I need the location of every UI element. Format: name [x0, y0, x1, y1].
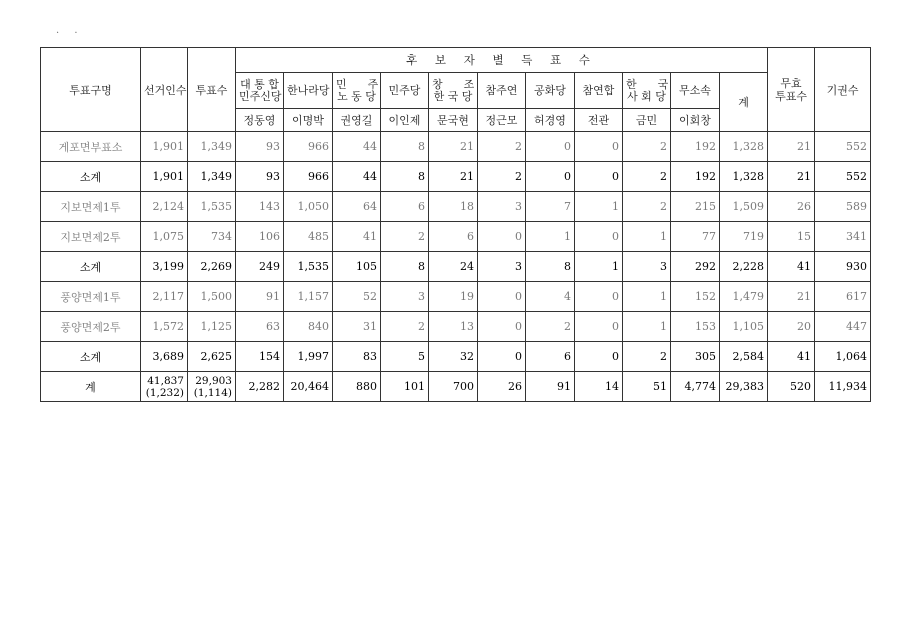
vote-cell: 1 — [575, 252, 623, 282]
vote-cell: 1 — [526, 222, 575, 252]
vote-cell: 3 — [478, 252, 526, 282]
electors-cell: 1,075 — [141, 222, 188, 252]
voters-cell: 2,269 — [188, 252, 236, 282]
total-cell: 1,328 — [720, 162, 768, 192]
vote-cell: 3 — [623, 252, 671, 282]
total-cell: 1,479 — [720, 282, 768, 312]
vote-cell: 1,157 — [284, 282, 333, 312]
vote-cell: 2 — [623, 342, 671, 372]
district-name: 지보면제2투 — [41, 222, 141, 252]
vote-cell: 153 — [671, 312, 720, 342]
vote-cell: 0 — [478, 222, 526, 252]
vote-cell: 0 — [526, 132, 575, 162]
district-name: 소계 — [41, 342, 141, 372]
electors-cell: 2,124 — [141, 192, 188, 222]
vote-cell: 7 — [526, 192, 575, 222]
vote-cell: 2 — [478, 132, 526, 162]
total-header: 계 — [720, 73, 768, 132]
vote-cell: 0 — [575, 342, 623, 372]
vote-cell: 3 — [381, 282, 429, 312]
vote-cell: 192 — [671, 132, 720, 162]
vote-cell: 106 — [236, 222, 284, 252]
vote-cell: 93 — [236, 132, 284, 162]
vote-cell: 24 — [429, 252, 478, 282]
table-row — [41, 192, 871, 222]
vote-table — [40, 47, 871, 402]
voters-cell: 1,349 — [188, 162, 236, 192]
table-row — [41, 282, 871, 312]
vote-cell: 32 — [429, 342, 478, 372]
vote-cell: 6 — [526, 342, 575, 372]
vote-cell: 1 — [623, 312, 671, 342]
vote-cell: 485 — [284, 222, 333, 252]
candidate-cell: 권영길 — [333, 109, 381, 132]
invalid-cell: 41 — [768, 342, 815, 372]
abstain-cell: 589 — [815, 192, 871, 222]
electors-cell: 3,689 — [141, 342, 188, 372]
table-row — [41, 222, 871, 252]
vote-cell: 966 — [284, 132, 333, 162]
vote-cell: 19 — [429, 282, 478, 312]
vote-cell: 249 — [236, 252, 284, 282]
total-cell: 1,509 — [720, 192, 768, 222]
vote-cell: 31 — [333, 312, 381, 342]
party-cell: 창 조 한 국 당 — [429, 73, 478, 109]
district-name: 소계 — [41, 162, 141, 192]
vote-cell: 2 — [381, 312, 429, 342]
vote-cell: 192 — [671, 162, 720, 192]
voters-cell: 1,349 — [188, 132, 236, 162]
vote-cell: 1 — [575, 192, 623, 222]
vote-cell: 1,535 — [284, 252, 333, 282]
vote-cell: 292 — [671, 252, 720, 282]
invalid-cell: 26 — [768, 192, 815, 222]
vote-cell: 77 — [671, 222, 720, 252]
electors-cell: 41,837 (1,232) — [141, 372, 188, 402]
invalid-cell: 520 — [768, 372, 815, 402]
total-cell: 2,228 — [720, 252, 768, 282]
vote-cell: 154 — [236, 342, 284, 372]
invalid-cell: 21 — [768, 162, 815, 192]
invalid-cell: 15 — [768, 222, 815, 252]
vote-cell: 52 — [333, 282, 381, 312]
invalid-cell: 21 — [768, 132, 815, 162]
electors-cell: 1,572 — [141, 312, 188, 342]
abstain-cell: 1,064 — [815, 342, 871, 372]
electors-cell: 1,901 — [141, 132, 188, 162]
total-cell: 29,383 — [720, 372, 768, 402]
vote-cell: 105 — [333, 252, 381, 282]
party-cell: 공화당 — [526, 73, 575, 109]
vote-cell: 64 — [333, 192, 381, 222]
abstain-cell: 552 — [815, 162, 871, 192]
vote-cell: 0 — [575, 282, 623, 312]
vote-cell: 0 — [478, 312, 526, 342]
vote-cell: 2 — [526, 312, 575, 342]
vote-cell: 305 — [671, 342, 720, 372]
vote-cell: 44 — [333, 162, 381, 192]
vote-cell: 2 — [623, 192, 671, 222]
vote-cell: 0 — [478, 282, 526, 312]
vote-cell: 63 — [236, 312, 284, 342]
party-cell: 참연합 — [575, 73, 623, 109]
invalid-cell: 21 — [768, 282, 815, 312]
total-cell: 2,584 — [720, 342, 768, 372]
invalid-header: 무효 투표수 — [768, 48, 815, 132]
vote-cell: 880 — [333, 372, 381, 402]
vote-cell: 21 — [429, 162, 478, 192]
vote-cell: 0 — [575, 162, 623, 192]
vote-cell: 91 — [236, 282, 284, 312]
candidate-cell: 이인제 — [381, 109, 429, 132]
vote-cell: 2,282 — [236, 372, 284, 402]
vote-cell: 0 — [478, 342, 526, 372]
district-name: 풍양면제1투 — [41, 282, 141, 312]
vote-cell: 44 — [333, 132, 381, 162]
party-cell: 민 주 노 동 당 — [333, 73, 381, 109]
district-name: 지보면제1투 — [41, 192, 141, 222]
vote-cell: 700 — [429, 372, 478, 402]
table-row — [41, 162, 871, 192]
party-cell: 대 통 합 민주신당 — [236, 73, 284, 109]
party-cell: 민주당 — [381, 73, 429, 109]
abstain-cell: 341 — [815, 222, 871, 252]
vote-cell: 1 — [623, 282, 671, 312]
vote-cell: 101 — [381, 372, 429, 402]
party-cell: 참주연 — [478, 73, 526, 109]
candidates-title: 후 보 자 별 득 표 수 — [236, 48, 768, 73]
vote-cell: 0 — [575, 222, 623, 252]
vote-cell: 2 — [623, 162, 671, 192]
vote-cell: 21 — [429, 132, 478, 162]
vote-cell: 2 — [478, 162, 526, 192]
table-row — [41, 342, 871, 372]
vote-cell: 41 — [333, 222, 381, 252]
table-row — [41, 252, 871, 282]
party-cell: 무소속 — [671, 73, 720, 109]
vote-cell: 0 — [575, 132, 623, 162]
candidate-cell: 허경영 — [526, 109, 575, 132]
voters-header: 투표수 — [188, 48, 236, 132]
electors-cell: 2,117 — [141, 282, 188, 312]
candidate-cell: 이회창 — [671, 109, 720, 132]
district-name: 계 — [41, 372, 141, 402]
district-name: 소계 — [41, 252, 141, 282]
voters-cell: 1,535 — [188, 192, 236, 222]
party-cell: 한 국 사 회 당 — [623, 73, 671, 109]
vote-cell: 0 — [575, 312, 623, 342]
invalid-cell: 20 — [768, 312, 815, 342]
abstain-cell: 552 — [815, 132, 871, 162]
vote-cell: 8 — [526, 252, 575, 282]
candidate-cell: 이명박 — [284, 109, 333, 132]
vote-cell: 3 — [478, 192, 526, 222]
vote-cell: 2 — [623, 132, 671, 162]
vote-cell: 1 — [623, 222, 671, 252]
voters-cell: 2,625 — [188, 342, 236, 372]
vote-cell: 6 — [381, 192, 429, 222]
table-row — [41, 312, 871, 342]
vote-table-body — [41, 132, 871, 402]
candidate-cell: 전관 — [575, 109, 623, 132]
vote-cell: 1,997 — [284, 342, 333, 372]
vote-cell: 4 — [526, 282, 575, 312]
vote-cell: 83 — [333, 342, 381, 372]
vote-cell: 2 — [381, 222, 429, 252]
voters-cell: 1,125 — [188, 312, 236, 342]
vote-cell: 215 — [671, 192, 720, 222]
vote-cell: 14 — [575, 372, 623, 402]
party-cell: 한나라당 — [284, 73, 333, 109]
abstain-header: 기권수 — [815, 48, 871, 132]
district-name: 풍양면제2투 — [41, 312, 141, 342]
district-header: 투표구명 — [41, 48, 141, 132]
voters-cell: 1,500 — [188, 282, 236, 312]
electors-cell: 3,199 — [141, 252, 188, 282]
district-name: 게포면부표소 — [41, 132, 141, 162]
vote-cell: 6 — [429, 222, 478, 252]
vote-cell: 840 — [284, 312, 333, 342]
vote-cell: 0 — [526, 162, 575, 192]
vote-cell: 51 — [623, 372, 671, 402]
abstain-cell: 930 — [815, 252, 871, 282]
voters-cell: 734 — [188, 222, 236, 252]
vote-cell: 143 — [236, 192, 284, 222]
candidate-cell: 정근모 — [478, 109, 526, 132]
table-row — [41, 132, 871, 162]
total-cell: 1,105 — [720, 312, 768, 342]
vote-cell: 26 — [478, 372, 526, 402]
vote-cell: 8 — [381, 132, 429, 162]
vote-cell: 1,050 — [284, 192, 333, 222]
invalid-cell: 41 — [768, 252, 815, 282]
total-cell: 1,328 — [720, 132, 768, 162]
candidate-cell: 정동영 — [236, 109, 284, 132]
abstain-cell: 447 — [815, 312, 871, 342]
electors-cell: 1,901 — [141, 162, 188, 192]
vote-cell: 18 — [429, 192, 478, 222]
table-row — [41, 372, 871, 402]
vote-cell: 8 — [381, 162, 429, 192]
total-cell: 719 — [720, 222, 768, 252]
vote-cell: 13 — [429, 312, 478, 342]
candidate-cell: 문국현 — [429, 109, 478, 132]
candidate-cell: 금민 — [623, 109, 671, 132]
vote-cell: 152 — [671, 282, 720, 312]
vote-cell: 8 — [381, 252, 429, 282]
vote-cell: 93 — [236, 162, 284, 192]
scan-marks: · · — [56, 28, 84, 39]
vote-cell: 4,774 — [671, 372, 720, 402]
vote-cell: 5 — [381, 342, 429, 372]
electors-header: 선거인수 — [141, 48, 188, 132]
vote-cell: 966 — [284, 162, 333, 192]
vote-cell: 20,464 — [284, 372, 333, 402]
abstain-cell: 11,934 — [815, 372, 871, 402]
voters-cell: 29,903 (1,114) — [188, 372, 236, 402]
vote-cell: 91 — [526, 372, 575, 402]
abstain-cell: 617 — [815, 282, 871, 312]
